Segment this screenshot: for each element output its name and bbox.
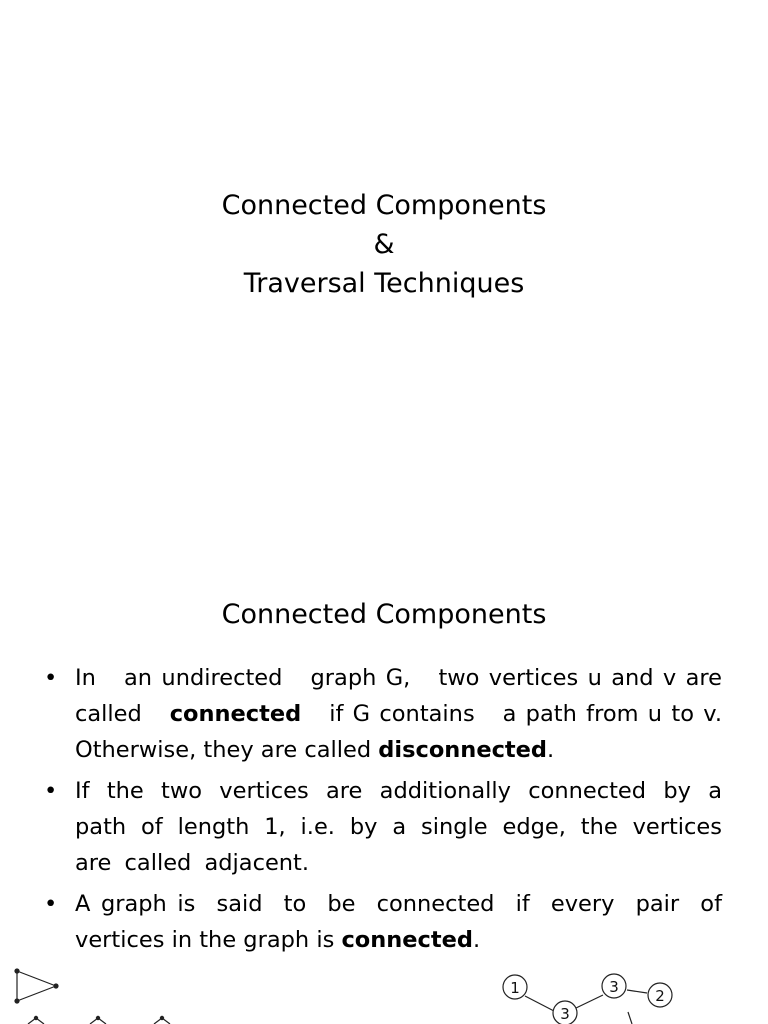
section-heading: Connected Components	[221, 599, 547, 630]
bullet-text: If the two vertices are additionally connected by a path of length 1, i.e. by a single edge, the vertices are called adjacent.	[75, 778, 722, 876]
graph-edge	[17, 986, 56, 1001]
node-label: 3	[560, 1005, 570, 1023]
bullet-text	[75, 886, 730, 958]
node-label: 1	[510, 979, 520, 997]
title-line-2: &	[373, 229, 395, 260]
bullet-text	[75, 660, 730, 768]
bullet-list	[44, 660, 730, 963]
graph-figures	[0, 960, 768, 1024]
title-line-1: Connected Components	[221, 190, 547, 221]
bullet-item-connected-graph-definition	[44, 886, 730, 958]
graph-edge	[628, 1012, 632, 1024]
graph-edge	[576, 995, 603, 1008]
page-title	[0, 186, 768, 303]
graph-edge	[17, 971, 56, 986]
bullet-icon: •	[44, 778, 58, 804]
graph-edge	[525, 996, 554, 1011]
graph-vertex	[160, 1016, 163, 1019]
text-segment: .	[547, 737, 555, 763]
graph-vertex	[15, 969, 19, 973]
text-segment: .	[473, 927, 481, 953]
graph-vertex	[96, 1016, 99, 1019]
term-disconnected: disconnected	[378, 737, 548, 763]
term-connected: connected	[341, 927, 474, 953]
labeled-graph	[503, 974, 672, 1024]
title-line-3: Traversal Techniques	[243, 268, 525, 299]
text-segment: A graph is said to be connected if every pair of vertices in the graph is	[75, 891, 730, 953]
bullet-icon: •	[44, 891, 58, 917]
small-graph-triangle	[15, 969, 58, 1003]
node-label: 3	[609, 978, 619, 996]
bullet-icon: •	[44, 665, 58, 691]
graph-edge	[627, 990, 647, 993]
bullet-item-connected-definition	[44, 660, 730, 768]
graph-vertex	[54, 984, 58, 988]
bullet-item-adjacent-definition	[44, 773, 722, 881]
small-graph-peaks	[28, 1016, 170, 1024]
graph-vertex	[15, 999, 19, 1003]
text-segment: if G contains a path from u to v. Otherwise, they are called	[75, 701, 730, 763]
node-label: 2	[655, 987, 665, 1005]
term-connected: connected	[169, 701, 302, 727]
text-segment: In an undirected graph G, two vertices u and v are called	[75, 665, 730, 727]
graph-vertex	[34, 1016, 37, 1019]
